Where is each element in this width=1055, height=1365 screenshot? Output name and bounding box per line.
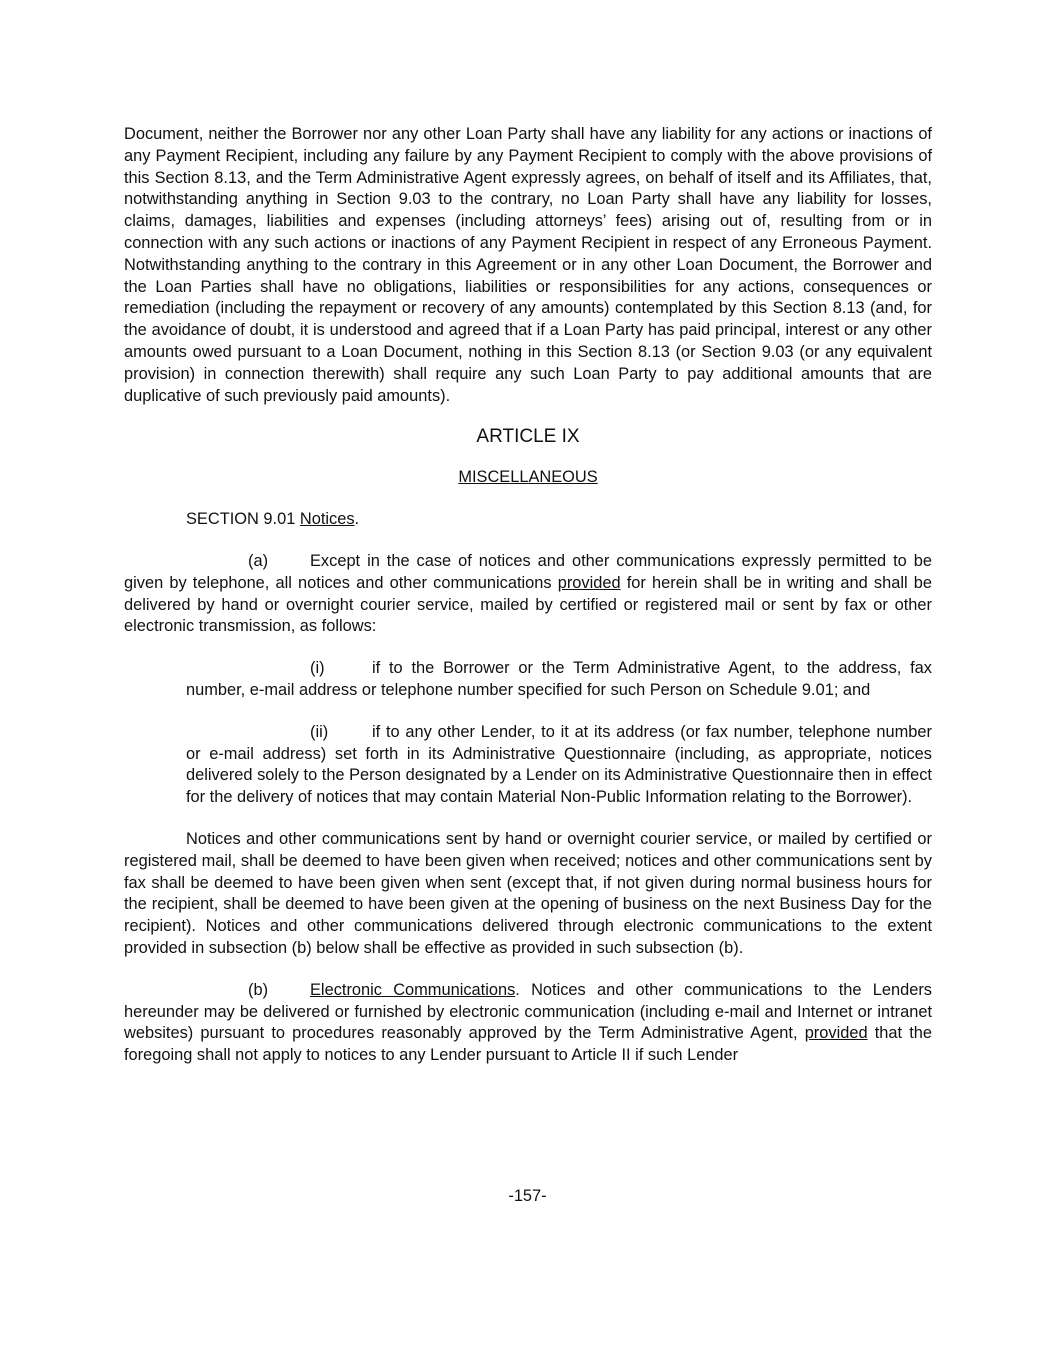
clause-b-text-after: that the foregoing shall not apply to notices to any Lender pursuant to Article II if such Lender	[124, 1024, 933, 1065]
page-number: -157-	[508, 1187, 547, 1205]
clause-b-marker: (b)	[248, 980, 269, 999]
subclause-i-marker: (i)	[310, 659, 325, 678]
article-title: ARTICLE IX	[476, 426, 580, 448]
clause-a-text-after: for herein shall be in writing and shall be delivered by hand or overnight courier service, mailed by certified or registered mail or sent by fax or other electronic transmission, as follows:	[124, 573, 932, 636]
clause-a-text-before: Except in the case of notices and other communications expressly permitted to be given by telephone, all notices and other communications	[124, 551, 932, 592]
clause-a-paragraph	[124, 551, 932, 638]
subclause-ii-text: if to any other Lender, to it at its address (or fax number, telephone number or e-mail address) set forth in its Administrative Questionnaire (including, as appropriate, notices delivered solely to the Person designated by a Lender on its Administrative Questionnaire then in effect for the delivery of notices that may contain Material Non-Public Information relating to the Borrower).	[186, 722, 932, 807]
clause-a-marker: (a)	[248, 551, 269, 570]
section-title: Notices	[299, 510, 355, 529]
document-page	[124, 124, 932, 1067]
section-title-suffix: .	[354, 510, 360, 529]
subclause-i-text: if to the Borrower or the Term Administrative Agent, to the address, fax number, e-mail address or telephone number specified for such Person on Schedule 9.01; and	[186, 659, 932, 699]
subclause-i-paragraph	[186, 658, 932, 702]
article-subtitle-text: MISCELLANEOUS	[458, 468, 598, 487]
subclause-ii-marker: (ii)	[310, 722, 329, 741]
clause-a-provided: provided	[557, 573, 621, 592]
clause-b-text-before: . Notices and other communications to the Lenders hereunder may be delivered or furnished by electronic communication (including e-mail and Internet or intranet websites) pursuant to procedures reasonably approved by the Term Administrative Agent,	[124, 980, 932, 1043]
section-heading	[124, 509, 932, 531]
notices-paragraph: Notices and other communications sent by hand or overnight courier service, or mailed by certified or registered mail, shall be deemed to have been given when received; notices and other communications sent by fax shall be deemed to have been given when sent (except that, if not given during normal business hours for the recipient, shall be deemed to have been given at the opening of business on the next Business Day for the recipient). Notices and other communications delivered through electronic communications to the extent provided in subsection (b) below shall be effective as provided in such subsection (b).	[124, 829, 932, 957]
section-number: SECTION 9.01	[186, 510, 296, 529]
clause-b-paragraph	[124, 980, 932, 1067]
continuation-paragraph: Document, neither the Borrower nor any other Loan Party shall have any liability for any actions or inactions of any Payment Recipient, including any failure by any Payment Recipient to comply with the above provisions of this Section 8.13, and the Term Administrative Agent expressly agrees, on behalf of itself and its Affiliates, that, notwithstanding anything in Section 9.03 to the contrary, no Loan Party shall have any liability for losses, claims, damages, liabilities and expenses (including attorneys’ fees) arising out of, resulting from or in connection with any such actions or inactions of any Payment Recipient in respect of any Erroneous Payment. Notwithstanding anything to the contrary in this Agreement or in any other Loan Document, the Borrower and the Loan Parties shall have no obligations, liabilities or responsibilities for any actions, consequences or remediation (including the repayment or recovery of any amounts) contemplated by this Section 8.13 (and, for the avoidance of doubt, it is understood and agreed that if a Loan Party has paid principal, interest or any other amounts owed pursuant to a Loan Document, nothing in this Section 8.13 (or Section 9.03 (or any equivalent provision) in connection therewith) shall require any such Loan Party to pay additional amounts that are duplicative of such previously paid amounts).	[124, 125, 932, 405]
clause-b-provided: provided	[804, 1024, 868, 1043]
subclause-ii-paragraph	[186, 722, 932, 809]
article-subtitle	[124, 467, 932, 489]
clause-b-heading: Electronic Communications	[310, 980, 516, 999]
